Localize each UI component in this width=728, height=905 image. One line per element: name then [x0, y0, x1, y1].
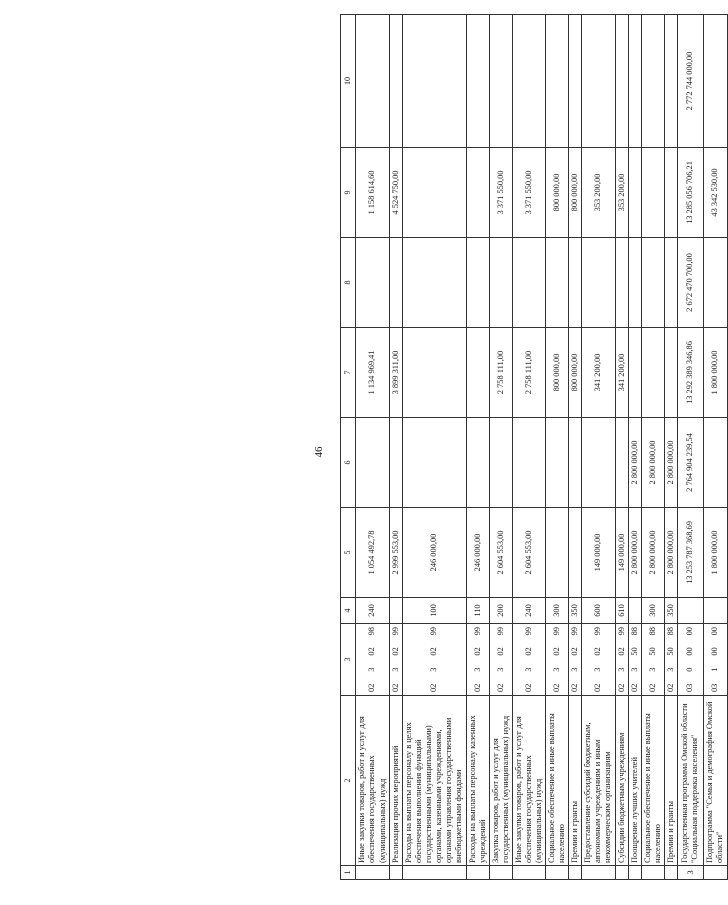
code-cell: [390, 624, 403, 696]
code-segment: 99: [495, 627, 505, 636]
amount-cell: 353 200,00: [582, 148, 615, 238]
code-segment: 02: [391, 647, 400, 656]
amount-cell: [512, 238, 545, 328]
code-segment: 99: [391, 627, 400, 636]
amount-cell: 2 764 904 239,54: [677, 418, 703, 508]
amount-cell: 149 000,00: [615, 508, 628, 598]
row-number-cell: [390, 866, 403, 880]
expense-type-cell: 110: [466, 598, 489, 624]
code-segments: [367, 626, 377, 693]
row-name-cell: Государственная программа Омской области "Социальная поддержка населения": [677, 696, 703, 866]
amount-cell: 13 253 787 368,69: [677, 508, 703, 598]
code-segment: 3: [665, 667, 675, 672]
expense-type-cell: [628, 598, 641, 624]
code-segment: 88: [647, 627, 657, 636]
row-name-cell: Субсидии бюджетным учреждениям: [615, 696, 628, 866]
amount-cell: [569, 508, 582, 598]
code-segment: 02: [523, 683, 533, 692]
table-row: [356, 15, 390, 880]
expense-type-cell: 300: [546, 598, 569, 624]
expense-type-cell: [677, 598, 703, 624]
code-segment: 02: [472, 683, 482, 692]
code-segment: 99: [616, 627, 626, 636]
code-segment: 98: [367, 627, 377, 636]
amount-cell: 2 800 000,00: [628, 508, 641, 598]
amount-cell: 1 158 614,60: [356, 148, 390, 238]
row-number-cell: [512, 866, 545, 880]
code-segment: 50: [647, 647, 657, 656]
amount-cell: 3 371 550,00: [512, 148, 545, 238]
code-cell: [569, 624, 582, 696]
row-number-cell: [356, 866, 390, 880]
amount-cell: 246 000,00: [403, 508, 466, 598]
header-cell: 2: [341, 696, 356, 866]
code-segments: [593, 626, 603, 693]
expense-type-cell: 350: [569, 598, 582, 624]
code-segment: 99: [593, 627, 603, 636]
code-segments: [648, 626, 658, 693]
table-row: [546, 15, 569, 880]
row-name-cell: Подпрограмма "Семья и демография Омской области": [703, 696, 727, 866]
amount-cell: 800 000,00: [569, 328, 582, 418]
amount-cell: [403, 418, 466, 508]
code-segment: 0: [685, 667, 695, 672]
code-segments: [685, 626, 695, 693]
amount-cell: [546, 508, 569, 598]
code-cell: [489, 624, 512, 696]
table-row: [703, 15, 727, 880]
code-segment: 99: [523, 627, 533, 636]
amount-cell: [390, 15, 403, 148]
amount-cell: [546, 15, 569, 148]
code-segment: 3: [629, 667, 639, 672]
table-row: [677, 15, 703, 880]
code-segments: [496, 626, 506, 693]
amount-cell: [582, 15, 615, 148]
amount-cell: 341 200,00: [582, 328, 615, 418]
table-row: [628, 15, 641, 880]
code-segment: 02: [647, 683, 657, 692]
amount-cell: 2 800 000,00: [641, 508, 664, 598]
amount-cell: [466, 148, 489, 238]
expense-type-cell: 610: [615, 598, 628, 624]
code-segment: 02: [616, 647, 626, 656]
code-segment: 3: [495, 667, 505, 672]
code-segment: 3: [647, 667, 657, 672]
amount-cell: [641, 238, 664, 328]
amount-cell: [569, 15, 582, 148]
amount-cell: [356, 15, 390, 148]
amount-cell: 353 200,00: [615, 148, 628, 238]
amount-cell: [489, 238, 512, 328]
amount-cell: 43 342 530,00: [703, 148, 727, 238]
code-segments: [710, 626, 720, 693]
code-segments: [429, 626, 439, 693]
code-segment: 99: [472, 627, 482, 636]
amount-cell: [466, 15, 489, 148]
code-cell: [356, 624, 390, 696]
code-segment: 3: [616, 667, 626, 672]
code-segment: 88: [629, 627, 639, 636]
table-row: [615, 15, 628, 880]
amount-cell: [403, 15, 466, 148]
header-cell: 9: [341, 148, 356, 238]
amount-cell: [703, 418, 727, 508]
code-segment: 00: [710, 647, 720, 656]
code-cell: [546, 624, 569, 696]
code-segment: 50: [665, 647, 675, 656]
amount-cell: [512, 15, 545, 148]
code-segment: 00: [710, 627, 720, 636]
amount-cell: 3 899 311,00: [390, 328, 403, 418]
amount-cell: 2 999 553,00: [390, 508, 403, 598]
amount-cell: [489, 15, 512, 148]
table-row: [489, 15, 512, 880]
amount-cell: 800 000,00: [546, 148, 569, 238]
code-segment: 02: [495, 647, 505, 656]
amount-cell: 1 134 969,41: [356, 328, 390, 418]
row-name-cell: Предоставление субсидий бюджетным, автономным учреждениям и иным некоммерческим организациям: [582, 696, 615, 866]
code-cell: [641, 624, 664, 696]
header-cell: 6: [341, 418, 356, 508]
header-cell: 8: [341, 238, 356, 328]
code-segment: 02: [367, 683, 377, 692]
expense-type-cell: 350: [664, 598, 677, 624]
row-number-cell: [615, 866, 628, 880]
expense-type-cell: 200: [489, 598, 512, 624]
row-number-cell: 3: [677, 866, 703, 880]
amount-cell: [466, 418, 489, 508]
amount-cell: 13 292 389 346,86: [677, 328, 703, 418]
amount-cell: 800 000,00: [569, 148, 582, 238]
table-row: [403, 15, 466, 880]
amount-cell: 246 000,00: [466, 508, 489, 598]
row-number-cell: [703, 866, 727, 880]
table-row: [664, 15, 677, 880]
amount-cell: [628, 148, 641, 238]
code-segment: 02: [429, 647, 439, 656]
amount-cell: 2 800 000,00: [628, 418, 641, 508]
code-segment: 3: [570, 667, 580, 672]
amount-cell: 13 285 056 706,21: [677, 148, 703, 238]
amount-cell: 2 800 000,00: [664, 418, 677, 508]
row-name-cell: Расходы на выплаты персоналу в целях обеспечения выполнения функций государственными (муниципальными) органами, казенными учреждениями, органами управления государственными внебюджетными фондами: [403, 696, 466, 866]
code-segment: 3: [367, 667, 377, 672]
amount-cell: [546, 418, 569, 508]
rotated-budget-table: [340, 15, 725, 880]
row-number-cell: [628, 866, 641, 880]
code-segment: 50: [629, 647, 639, 656]
code-segment: 3: [593, 667, 603, 672]
table-row: [569, 15, 582, 880]
header-cell: 10: [341, 15, 356, 148]
code-cell: [615, 624, 628, 696]
amount-cell: 4 524 750,00: [390, 148, 403, 238]
code-segment: 00: [685, 627, 695, 636]
code-segment: 02: [429, 683, 439, 692]
code-segment: 02: [593, 683, 603, 692]
code-segment: 99: [429, 627, 439, 636]
amount-cell: [703, 238, 727, 328]
code-cell: [628, 624, 641, 696]
amount-cell: [356, 238, 390, 328]
row-name-cell: Закупка товаров, работ и услуг для государственных (муниципальных) нужд: [489, 696, 512, 866]
code-segment: 02: [523, 647, 533, 656]
code-segment: 02: [391, 683, 400, 692]
budget-table: [340, 14, 728, 880]
row-name-cell: Расходы на выплаты персоналу казенных учреждений: [466, 696, 489, 866]
code-segment: 1: [710, 667, 720, 672]
amount-cell: [664, 328, 677, 418]
code-segment: 3: [472, 667, 482, 672]
amount-cell: [403, 328, 466, 418]
table-row: [512, 15, 545, 880]
code-segment: 99: [552, 627, 562, 636]
amount-cell: [569, 238, 582, 328]
row-number-cell: [582, 866, 615, 880]
amount-cell: 1 800 000,00: [703, 508, 727, 598]
amount-cell: [403, 148, 466, 238]
code-segments: [666, 626, 676, 693]
code-segment: 02: [495, 683, 505, 692]
row-number-cell: [664, 866, 677, 880]
code-cell: [677, 624, 703, 696]
header-cell: 4: [341, 598, 356, 624]
row-name-cell: Премии и гранты: [664, 696, 677, 866]
amount-cell: [390, 238, 403, 328]
row-number-cell: [641, 866, 664, 880]
row-name-cell: Реализация прочих мероприятий: [390, 696, 403, 866]
code-segment: 02: [367, 647, 377, 656]
code-segment: 02: [665, 683, 675, 692]
amount-cell: [356, 418, 390, 508]
expense-type-cell: 300: [641, 598, 664, 624]
expense-type-cell: [703, 598, 727, 624]
amount-cell: 2 604 553,00: [489, 508, 512, 598]
amount-cell: [664, 148, 677, 238]
header-row: [341, 15, 356, 880]
code-segment: 02: [616, 683, 626, 692]
amount-cell: [664, 238, 677, 328]
code-segments: [524, 626, 534, 693]
row-number-cell: [466, 866, 489, 880]
amount-cell: [628, 15, 641, 148]
code-cell: [466, 624, 489, 696]
row-number-cell: [489, 866, 512, 880]
row-number-cell: [569, 866, 582, 880]
amount-cell: [641, 328, 664, 418]
amount-cell: 2 800 000,00: [641, 418, 664, 508]
page-number: 46: [313, 446, 325, 458]
code-cell: [582, 624, 615, 696]
code-cell: [512, 624, 545, 696]
row-number-cell: [546, 866, 569, 880]
code-segment: 00: [685, 647, 695, 656]
code-cell: [403, 624, 466, 696]
code-segment: 3: [523, 667, 533, 672]
table-row: [390, 15, 403, 880]
amount-cell: [390, 418, 403, 508]
code-segment: 02: [570, 647, 580, 656]
amount-cell: 2 758 111,00: [489, 328, 512, 418]
amount-cell: [512, 418, 545, 508]
amount-cell: [546, 238, 569, 328]
amount-cell: [582, 238, 615, 328]
amount-cell: 1 054 492,78: [356, 508, 390, 598]
code-segment: 02: [593, 647, 603, 656]
table-row: [641, 15, 664, 880]
row-name-cell: Поощрение лучших учителей: [628, 696, 641, 866]
row-number-cell: [403, 866, 466, 880]
amount-cell: 2 604 553,00: [512, 508, 545, 598]
amount-cell: [664, 15, 677, 148]
code-segments: [570, 626, 580, 693]
amount-cell: 2 758 111,00: [512, 328, 545, 418]
code-segment: 02: [472, 647, 482, 656]
code-segment: 02: [570, 683, 580, 692]
amount-cell: 800 000,00: [546, 328, 569, 418]
table-row: [466, 15, 489, 880]
code-segment: 3: [552, 667, 562, 672]
code-cell: [664, 624, 677, 696]
amount-cell: [641, 148, 664, 238]
code-segments: [391, 626, 401, 693]
amount-cell: 341 200,00: [615, 328, 628, 418]
header-cell: 1: [341, 866, 356, 880]
row-name-cell: Иные закупки товаров, работ и услуг для обеспечения государственных (муниципальных) нужд: [356, 696, 390, 866]
row-name-cell: Социальное обеспечение и иные выплаты населению: [546, 696, 569, 866]
code-cell: [703, 624, 727, 696]
amount-cell: [641, 15, 664, 148]
amount-cell: [582, 418, 615, 508]
code-segment: 02: [629, 683, 639, 692]
code-segment: 03: [685, 683, 695, 692]
code-segment: 02: [552, 683, 562, 692]
amount-cell: 2 800 000,00: [664, 508, 677, 598]
code-segment: 3: [391, 667, 400, 672]
amount-cell: [703, 15, 727, 148]
amount-cell: 3 371 550,00: [489, 148, 512, 238]
code-segment: 99: [570, 627, 580, 636]
amount-cell: 149 000,00: [582, 508, 615, 598]
code-segment: 3: [429, 667, 439, 672]
code-segment: 88: [665, 627, 675, 636]
amount-cell: 2 772 744 000,00: [677, 15, 703, 148]
header-cell: 7: [341, 328, 356, 418]
amount-cell: [615, 15, 628, 148]
amount-cell: [403, 238, 466, 328]
amount-cell: [466, 238, 489, 328]
amount-cell: 1 800 000,00: [703, 328, 727, 418]
row-name-cell: Социальное обеспечение и иные выплаты населению: [641, 696, 664, 866]
row-name-cell: Иные закупки товаров, работ и услуг для обеспечения государственных (муниципальных) нужд: [512, 696, 545, 866]
code-segments: [473, 626, 483, 693]
expense-type-cell: 240: [512, 598, 545, 624]
expense-type-cell: 600: [582, 598, 615, 624]
code-segments: [630, 626, 640, 693]
header-cell: 5: [341, 508, 356, 598]
amount-cell: [628, 328, 641, 418]
expense-type-cell: 100: [403, 598, 466, 624]
code-segment: 02: [552, 647, 562, 656]
amount-cell: [489, 418, 512, 508]
expense-type-cell: [390, 598, 403, 624]
amount-cell: [569, 418, 582, 508]
code-segments: [552, 626, 562, 693]
header-cell: 3: [341, 624, 356, 696]
amount-cell: [615, 418, 628, 508]
amount-cell: [628, 238, 641, 328]
amount-cell: [466, 328, 489, 418]
code-segment: 03: [710, 683, 720, 692]
code-segments: [617, 626, 627, 693]
amount-cell: 2 672 470 700,00: [677, 238, 703, 328]
row-name-cell: Премии и гранты: [569, 696, 582, 866]
amount-cell: [615, 238, 628, 328]
table-row: [582, 15, 615, 880]
expense-type-cell: 240: [356, 598, 390, 624]
